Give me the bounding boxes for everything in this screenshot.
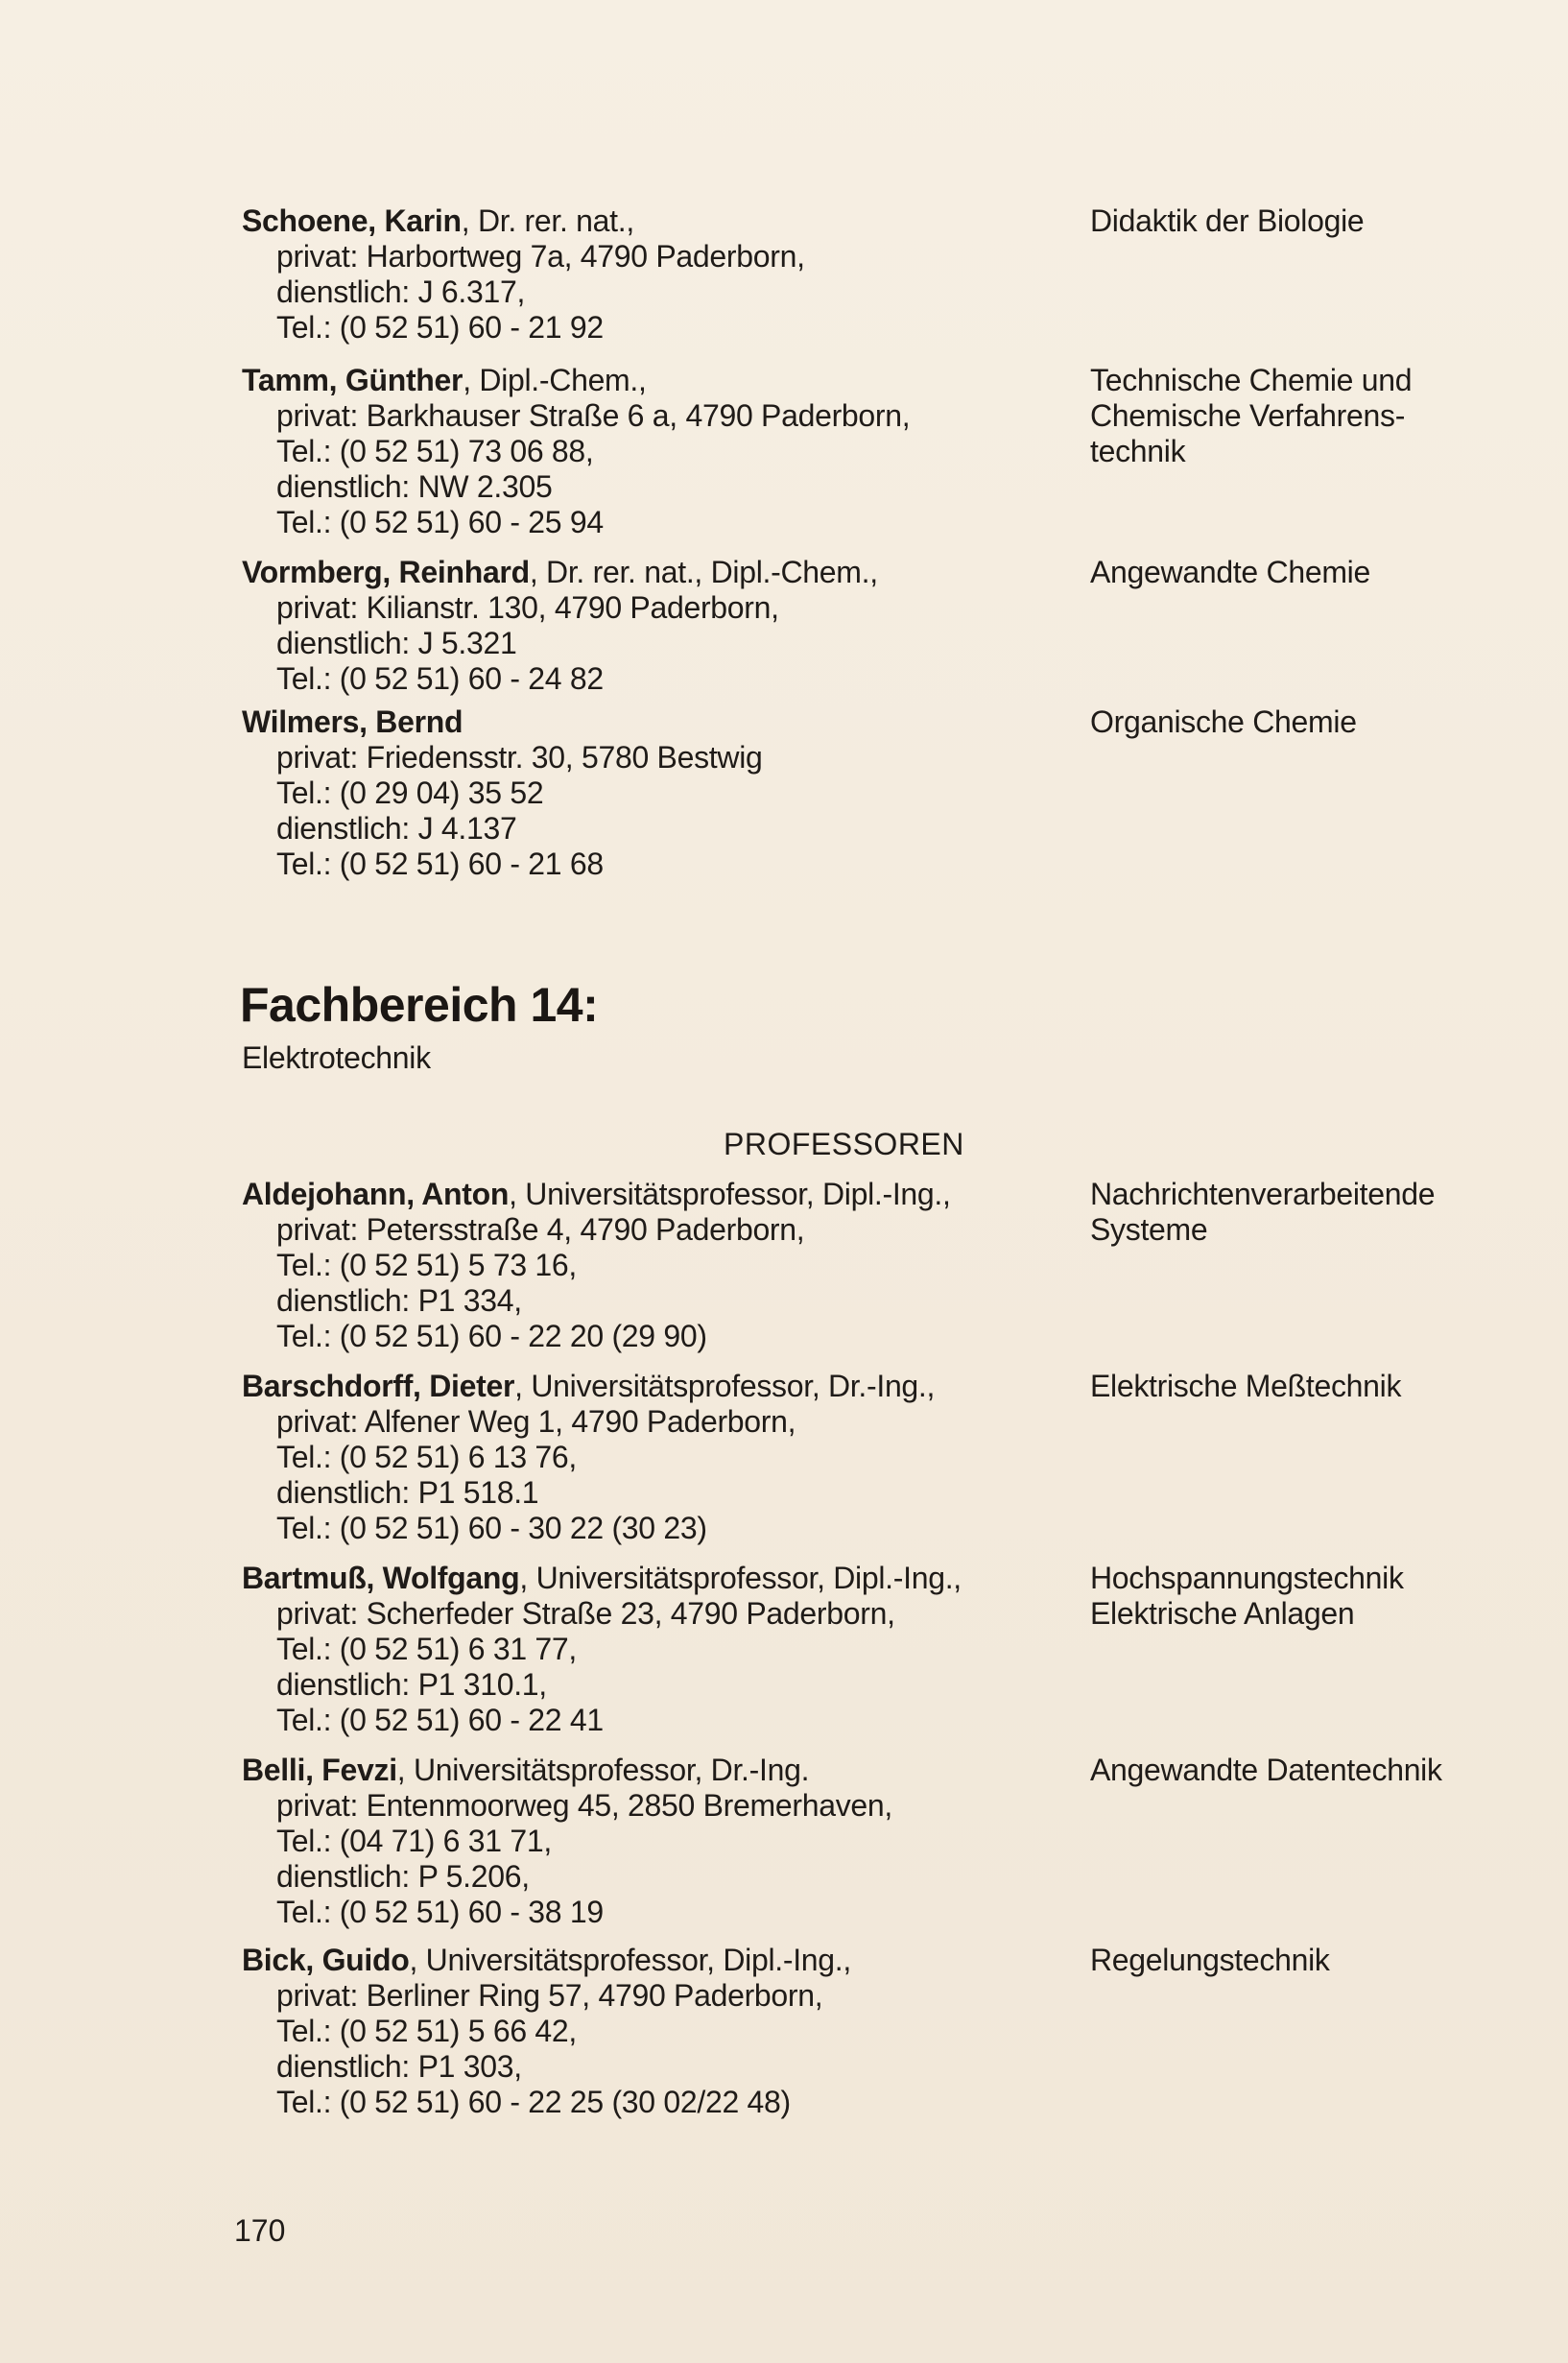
directory-entry	[242, 555, 1489, 697]
directory-entry	[242, 1943, 1489, 2120]
entry-detail: Tel.: (0 52 51) 5 73 16,	[276, 1248, 578, 1282]
page-number: 170	[234, 2213, 286, 2248]
entry-detail: Tel.: (0 52 51) 60 - 24 82	[276, 661, 604, 696]
entry-detail: privat: Petersstraße 4, 4790 Paderborn,	[276, 1212, 805, 1247]
entry-name: Schoene, Karin	[242, 203, 462, 238]
directory-entry	[242, 363, 1489, 540]
entry-name: Bartmuß, Wolfgang	[242, 1561, 520, 1595]
directory-entry	[242, 1369, 1489, 1546]
entry-subject	[1090, 1561, 1493, 1632]
entry-detail: Tel.: (0 52 51) 60 - 38 19	[276, 1895, 604, 1929]
subject-line: Didaktik der Biologie	[1090, 203, 1365, 238]
entry-detail: dienstlich: P 5.206,	[276, 1859, 530, 1894]
entry-title: , Universitätsprofessor, Dipl.-Ing.,	[509, 1177, 951, 1211]
entry-detail: dienstlich: P1 310.1,	[276, 1667, 547, 1702]
entry-detail: Tel.: (0 52 51) 60 - 30 22 (30 23)	[276, 1511, 707, 1545]
entry-name: Bick, Guido	[242, 1943, 410, 1977]
entry-detail: Tel.: (0 29 04) 35 52	[276, 776, 544, 810]
entry-name: Barschdorff, Dieter	[242, 1369, 515, 1403]
entry-name: Aldejohann, Anton	[242, 1177, 510, 1211]
section-subtitle: Elektrotechnik	[242, 1040, 431, 1075]
directory-entry	[242, 1177, 1489, 1354]
entry-detail: Tel.: (0 52 51) 5 66 42,	[276, 2014, 578, 2048]
section-title: Fachbereich 14:	[240, 978, 599, 1032]
entry-detail: privat: Berliner Ring 57, 4790 Paderborn,	[276, 1978, 823, 2013]
entry-detail: Tel.: (0 52 51) 60 - 22 25 (30 02/22 48)	[276, 2085, 791, 2119]
subject-line: Systeme	[1090, 1212, 1208, 1247]
subject-line: technik	[1090, 434, 1186, 468]
entry-detail: dienstlich: P1 303,	[276, 2049, 522, 2084]
entry-detail: Tel.: (04 71) 6 31 71,	[276, 1824, 552, 1858]
subject-line: Nachrichtenverarbeitende	[1090, 1177, 1436, 1211]
subject-line: Angewandte Datentechnik	[1090, 1753, 1442, 1787]
entry-title: , Universitätsprofessor, Dipl.-Ing.,	[519, 1561, 962, 1595]
entry-detail: privat: Friedensstr. 30, 5780 Bestwig	[276, 740, 763, 775]
entry-subject	[1090, 1369, 1493, 1404]
subject-line: Regelungstechnik	[1090, 1943, 1330, 1977]
group-heading: PROFESSOREN	[724, 1127, 964, 1161]
entry-subject	[1090, 1943, 1493, 1978]
entry-detail: Tel.: (0 52 51) 60 - 21 92	[276, 310, 604, 345]
entry-detail: privat: Barkhauser Straße 6 a, 4790 Paderborn,	[276, 398, 911, 433]
directory-entry	[242, 1753, 1489, 1930]
directory-entry	[242, 1561, 1489, 1738]
subject-line: Hochspannungstechnik	[1090, 1561, 1404, 1595]
entry-title: , Universitätsprofessor, Dipl.-Ing.,	[409, 1943, 851, 1977]
entry-title: , Universitätsprofessor, Dr.-Ing.,	[514, 1369, 936, 1403]
entry-subject	[1090, 363, 1493, 469]
entry-title: , Dipl.-Chem.,	[463, 363, 647, 397]
subject-line: Chemische Verfahrens-	[1090, 398, 1406, 433]
entry-detail: privat: Entenmoorweg 45, 2850 Bremerhaven,	[276, 1788, 892, 1823]
entry-detail: Tel.: (0 52 51) 60 - 22 20 (29 90)	[276, 1319, 707, 1353]
entry-detail: dienstlich: P1 334,	[276, 1283, 522, 1318]
entry-detail: Tel.: (0 52 51) 6 31 77,	[276, 1632, 578, 1666]
entry-name: Tamm, Günther	[242, 363, 463, 397]
entry-title: , Dr. rer. nat.,	[461, 203, 634, 238]
entry-detail: privat: Harbortweg 7a, 4790 Paderborn,	[276, 239, 805, 274]
subject-line: Organische Chemie	[1090, 704, 1357, 739]
entry-title: , Dr. rer. nat., Dipl.-Chem.,	[529, 555, 878, 589]
entry-detail: dienstlich: P1 518.1	[276, 1475, 539, 1510]
entry-detail: Tel.: (0 52 51) 73 06 88,	[276, 434, 594, 468]
entry-detail: dienstlich: J 5.321	[276, 626, 517, 660]
entry-detail: dienstlich: J 6.317,	[276, 274, 526, 309]
directory-entry	[242, 704, 1489, 882]
entry-detail: dienstlich: NW 2.305	[276, 469, 553, 504]
subject-line: Elektrische Meßtechnik	[1090, 1369, 1402, 1403]
entry-detail: Tel.: (0 52 51) 60 - 22 41	[276, 1703, 604, 1737]
entry-subject	[1090, 1177, 1493, 1248]
entry-detail: privat: Kilianstr. 130, 4790 Paderborn,	[276, 590, 779, 625]
entry-name: Wilmers, Bernd	[242, 704, 463, 739]
entry-detail: Tel.: (0 52 51) 60 - 21 68	[276, 847, 604, 881]
entry-name: Belli, Fevzi	[242, 1753, 397, 1787]
subject-line: Elektrische Anlagen	[1090, 1596, 1355, 1631]
entry-subject	[1090, 555, 1493, 590]
directory-entry	[242, 203, 1489, 346]
entry-detail: dienstlich: J 4.137	[276, 811, 517, 846]
entry-subject	[1090, 704, 1493, 740]
subject-line: Angewandte Chemie	[1090, 555, 1370, 589]
entry-detail: Tel.: (0 52 51) 60 - 25 94	[276, 505, 604, 539]
entry-detail: Tel.: (0 52 51) 6 13 76,	[276, 1440, 578, 1474]
entry-detail: privat: Alfener Weg 1, 4790 Paderborn,	[276, 1404, 796, 1439]
entry-detail: privat: Scherfeder Straße 23, 4790 Paderborn,	[276, 1596, 895, 1631]
entry-title: , Universitätsprofessor, Dr.-Ing.	[396, 1753, 810, 1787]
entry-name: Vormberg, Reinhard	[242, 555, 530, 589]
subject-line: Technische Chemie und	[1090, 363, 1413, 397]
entry-subject	[1090, 1753, 1493, 1788]
entry-subject	[1090, 203, 1493, 239]
